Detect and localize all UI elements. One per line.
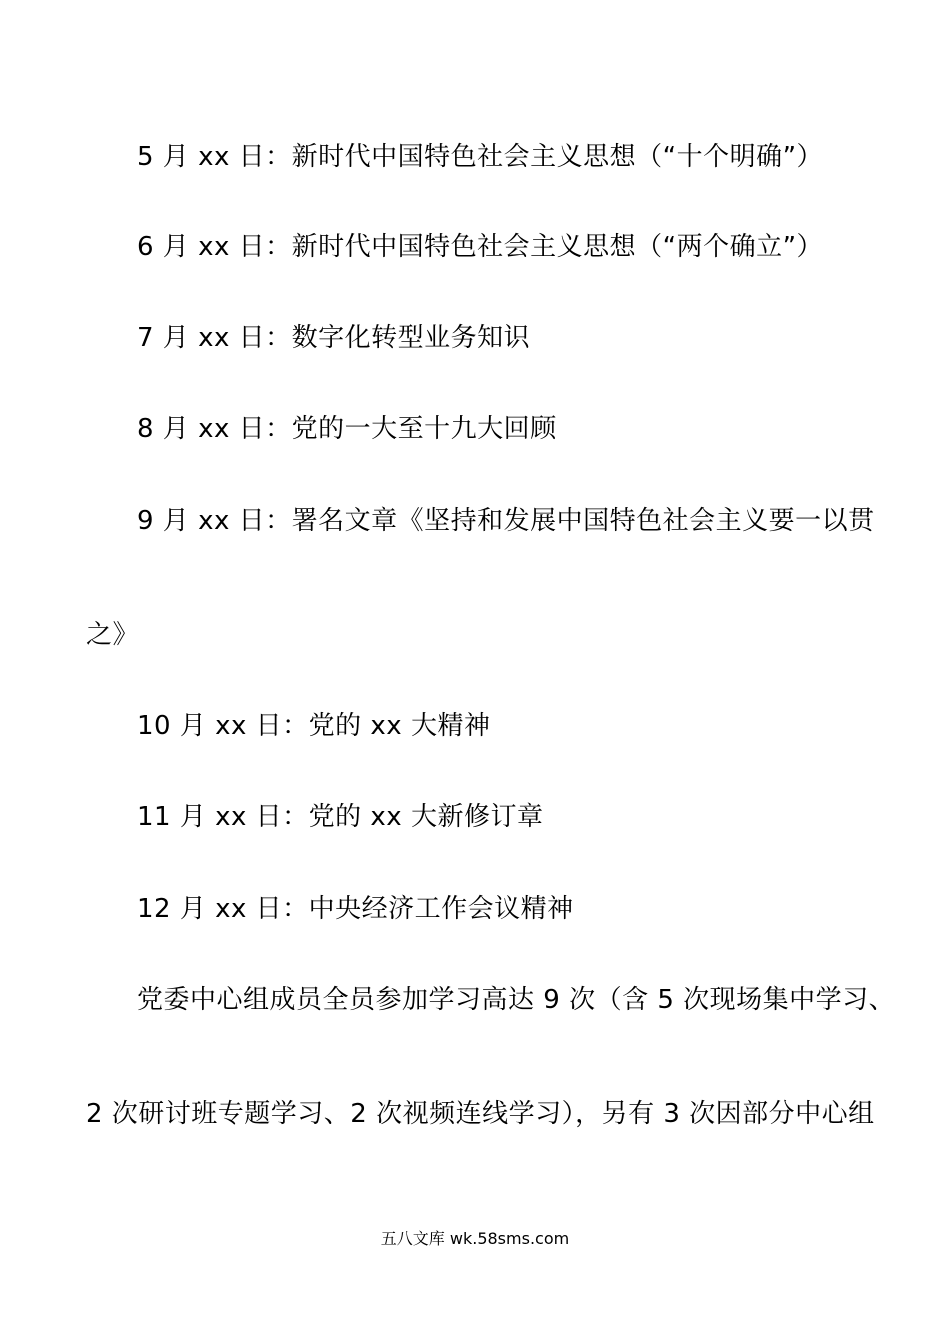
schedule-item-july: 7 月 xx 日：数字化转型业务知识 — [137, 323, 531, 353]
summary-paragraph-line-2: 2 次研讨班专题学习、2 次视频连线学习），另有 3 次因部分中心组 — [86, 1099, 875, 1129]
schedule-item-may: 5 月 xx 日：新时代中国特色社会主义思想（“十个明确”） — [137, 142, 824, 172]
schedule-item-september-continued: 之》 — [86, 620, 140, 650]
schedule-item-june: 6 月 xx 日：新时代中国特色社会主义思想（“两个确立”） — [137, 232, 824, 262]
schedule-item-september: 9 月 xx 日：署名文章《坚持和发展中国特色社会主义要一以贯 — [137, 506, 875, 536]
schedule-item-december: 12 月 xx 日：中央经济工作会议精神 — [137, 894, 574, 924]
footer-watermark: 五八文库 wk.58sms.com — [380, 1229, 570, 1248]
schedule-item-october: 10 月 xx 日：党的 xx 大精神 — [137, 711, 491, 741]
schedule-item-november: 11 月 xx 日：党的 xx 大新修订章 — [137, 802, 544, 832]
schedule-item-august: 8 月 xx 日：党的一大至十九大回顾 — [137, 414, 557, 444]
summary-paragraph-line-1: 党委中心组成员全员参加学习高达 9 次（含 5 次现场集中学习、 — [137, 985, 896, 1015]
